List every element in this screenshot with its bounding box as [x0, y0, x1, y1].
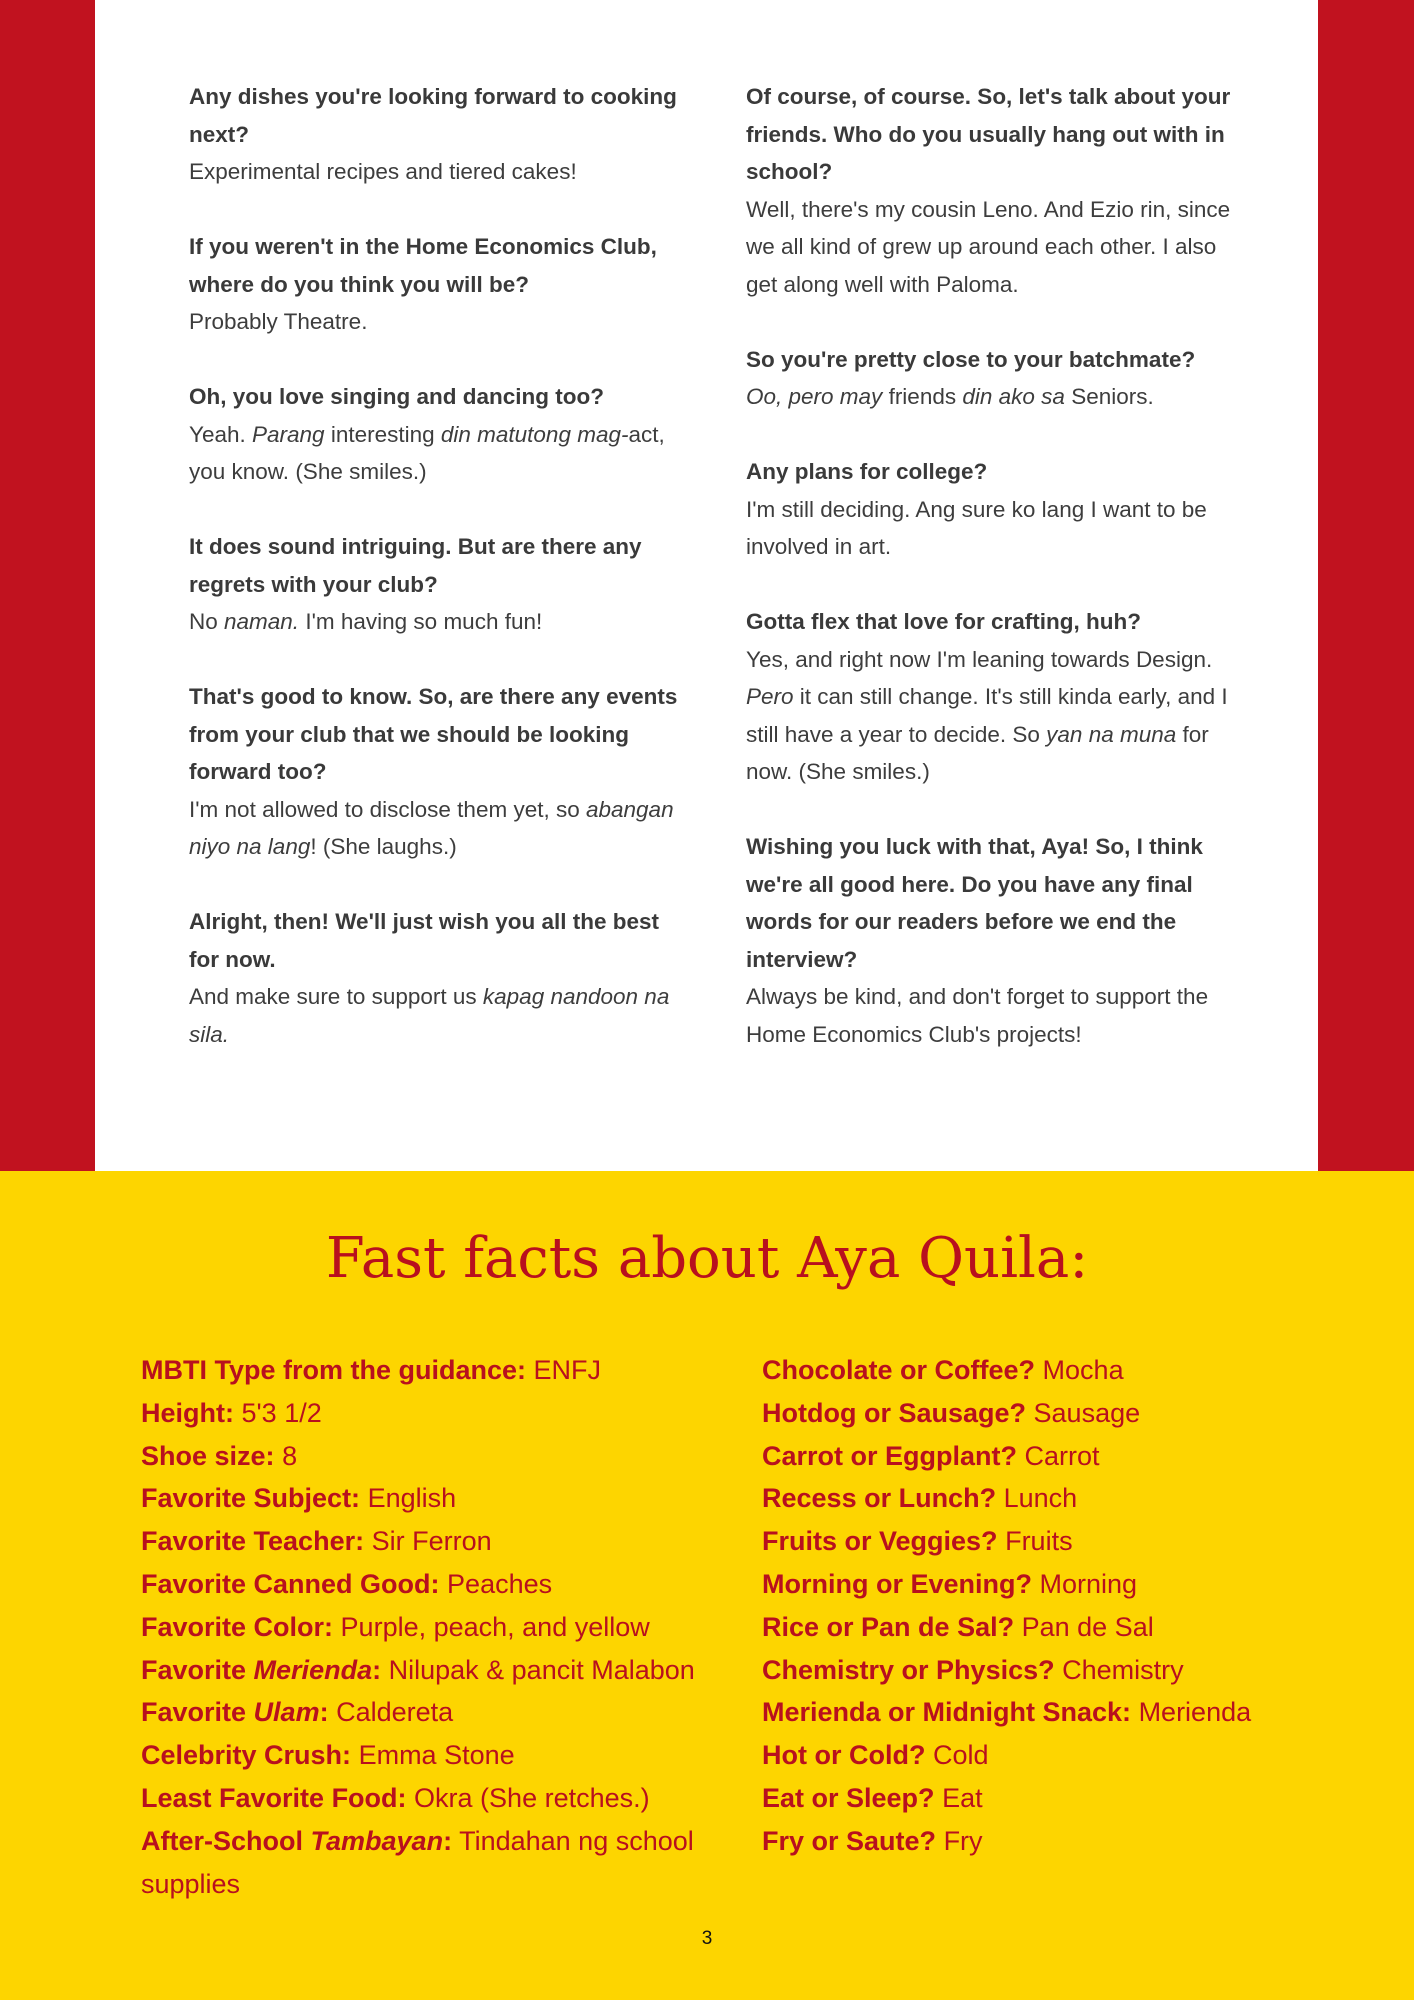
text-run: act, you know. (She smiles.) — [189, 421, 665, 484]
italic-text: abangan niyo na lang — [189, 796, 674, 859]
text-run: Least Favorite Food: — [141, 1782, 407, 1813]
fact-label — [141, 1655, 381, 1685]
fact-value: Fry — [943, 1825, 983, 1856]
fact-item — [762, 1820, 1362, 1863]
interview-qa-block — [746, 453, 1246, 566]
text-run: If you weren't in the Home Economics Club, where do you think you will be? — [189, 234, 657, 297]
interview-answer — [746, 978, 1246, 1053]
interview-question — [189, 678, 679, 791]
text-run: Chemistry or Physics? — [762, 1654, 1055, 1685]
interview-answer — [189, 416, 679, 491]
fact-label — [141, 1355, 526, 1385]
fact-value: Carrot — [1024, 1440, 1100, 1471]
italic-text: din matutong mag- — [440, 421, 629, 447]
text-run: interesting — [324, 421, 441, 447]
text-run: Gotta flex that love for crafting, huh? — [746, 609, 1142, 634]
interview-answer — [746, 641, 1246, 791]
interview-question — [189, 903, 679, 978]
interview-question — [189, 228, 679, 303]
fact-label — [762, 1783, 935, 1813]
fact-item — [141, 1777, 701, 1820]
fact-label — [141, 1569, 440, 1599]
text-run: ! (She laughs.) — [310, 834, 457, 859]
fact-value: Caldereta — [336, 1697, 454, 1728]
fact-item — [762, 1477, 1362, 1520]
fact-item — [762, 1435, 1362, 1478]
text-run: Shoe size: — [141, 1440, 275, 1471]
fact-label — [762, 1612, 1014, 1642]
text-run: Yeah. — [189, 421, 252, 447]
fact-value: Merienda — [1138, 1697, 1252, 1728]
text-run: Of course, of course. So, let's talk about your friends. Who do you usually hang out with in school? — [746, 84, 1231, 184]
fact-label — [141, 1826, 452, 1856]
fact-value: Emma Stone — [358, 1740, 515, 1771]
fast-facts-column-left — [141, 1349, 701, 1905]
fact-value: Eat — [942, 1782, 983, 1813]
interview-answer — [746, 191, 1246, 304]
interview-answer — [189, 303, 679, 341]
interview-question — [746, 453, 1246, 491]
italic-text: Parang — [252, 421, 325, 447]
fact-value: Peaches — [447, 1568, 553, 1599]
fact-value: Pan de Sal — [1021, 1611, 1154, 1642]
interview-panel — [95, 0, 1318, 1171]
fact-label — [141, 1612, 333, 1642]
text-run: MBTI Type from the guidance: — [141, 1355, 527, 1385]
fact-value: Mocha — [1042, 1355, 1124, 1385]
text-run: : — [443, 1825, 453, 1856]
fact-label — [141, 1697, 329, 1727]
text-run: Favorite Canned Good: — [141, 1568, 440, 1599]
text-run: : — [372, 1654, 382, 1685]
fact-item — [141, 1606, 701, 1649]
text-run: Favorite — [141, 1654, 254, 1685]
fact-value: Fruits — [1005, 1526, 1073, 1557]
text-run: Experimental recipes and tiered cakes! — [189, 159, 577, 184]
fact-item — [141, 1392, 701, 1435]
text-run: Favorite Subject: — [141, 1483, 361, 1514]
interview-qa-block — [746, 78, 1246, 303]
fact-item — [141, 1820, 701, 1906]
fast-facts-section — [0, 1171, 1414, 2000]
interview-answer — [189, 978, 679, 1053]
text-run: for now. (She smiles.) — [746, 721, 1209, 784]
fact-value: Morning — [1039, 1568, 1138, 1599]
fact-value: English — [367, 1483, 457, 1514]
fact-item — [141, 1734, 701, 1777]
text-run: Recess or Lunch? — [762, 1483, 997, 1514]
interview-question — [189, 528, 679, 603]
page-number: 3 — [701, 1928, 713, 1949]
italic-text: Pero — [746, 684, 794, 709]
fact-label — [141, 1783, 407, 1813]
fact-label — [762, 1826, 936, 1856]
text-run: Fry or Saute? — [762, 1825, 937, 1856]
text-run: No — [189, 609, 225, 634]
interview-qa-block — [746, 603, 1246, 791]
interview-column-right — [746, 78, 1246, 1091]
fast-facts-column-right — [762, 1349, 1362, 1863]
fact-item — [762, 1520, 1362, 1563]
text-run: Morning or Evening? — [762, 1568, 1032, 1599]
fact-label — [762, 1526, 998, 1556]
interview-qa-block — [189, 903, 679, 1053]
fact-item — [762, 1349, 1362, 1392]
interview-answer — [189, 791, 679, 866]
text-run: Hotdog or Sausage? — [762, 1397, 1027, 1428]
fact-item — [762, 1392, 1362, 1435]
text-run: I'm having so much fun! — [299, 609, 543, 634]
text-run: That's good to know. So, are there any events from your club that we should be looking forward too? — [189, 684, 678, 784]
text-run: I'm not allowed to disclose them yet, so — [189, 796, 586, 822]
fact-value: Tindahan ng school supplies — [141, 1825, 694, 1899]
interview-qa-block — [189, 228, 679, 341]
fact-label — [141, 1398, 234, 1428]
text-run: Any dishes you're looking forward to cooking next? — [189, 84, 677, 147]
text-run: : — [319, 1697, 329, 1728]
italic-text: Merienda — [253, 1654, 373, 1685]
fact-item — [762, 1734, 1362, 1777]
text-run: it can still change. It's still kinda early, and I still have a year to decide. So — [746, 684, 1228, 747]
interview-question — [746, 78, 1246, 191]
fact-label — [762, 1441, 1017, 1471]
text-run: Merienda or Midnight Snack: — [762, 1697, 1132, 1728]
fact-value: Okra (She retches.) — [414, 1782, 650, 1813]
text-run: Celebrity Crush: — [141, 1740, 352, 1771]
italic-text: yan na muna — [1046, 721, 1177, 747]
interview-answer — [746, 491, 1246, 566]
fact-item — [141, 1349, 701, 1392]
text-run: Oh, you love singing and dancing too? — [189, 384, 604, 409]
text-run: Seniors. — [1064, 384, 1154, 409]
interview-answer — [746, 378, 1246, 416]
interview-question — [746, 828, 1246, 978]
fact-label — [762, 1398, 1026, 1428]
text-run: Eat or Sleep? — [762, 1782, 935, 1813]
text-run: Hot or Cold? — [762, 1740, 926, 1771]
fact-value: Sir Ferron — [371, 1526, 492, 1557]
text-run: And make sure to support us — [189, 984, 483, 1009]
fact-item — [141, 1520, 701, 1563]
fact-value: Chemistry — [1062, 1654, 1184, 1685]
italic-text: Oo, pero may — [746, 384, 883, 409]
italic-text: Tambayan — [310, 1825, 444, 1856]
text-run: Favorite Teacher: — [141, 1526, 365, 1557]
text-run: It does sound intriguing. But are there any regrets with your club? — [189, 534, 642, 597]
text-run: Favorite — [141, 1697, 254, 1728]
fast-facts-title: Fast facts about Aya Quila: — [325, 1226, 1089, 1291]
interview-qa-block — [746, 341, 1246, 416]
italic-text: kapag nandoon na sila. — [189, 984, 670, 1047]
interview-qa-block — [189, 378, 679, 491]
text-run: Alright, then! We'll just wish you all the best for now. — [189, 909, 659, 972]
text-run: Always be kind, and don't forget to support the Home Economics Club's projects! — [746, 984, 1209, 1047]
fact-item — [141, 1435, 701, 1478]
fact-label — [762, 1483, 996, 1513]
interview-qa-block — [189, 528, 679, 641]
fact-label — [762, 1355, 1035, 1385]
fact-value: 5'3 1/2 — [241, 1397, 322, 1428]
italic-text: din ako sa — [962, 384, 1065, 409]
fact-value: Sausage — [1033, 1397, 1141, 1428]
fact-item — [762, 1691, 1362, 1734]
fact-value: Purple, peach, and yellow — [340, 1611, 650, 1642]
interview-question — [746, 341, 1246, 379]
text-run: Rice or Pan de Sal? — [762, 1611, 1015, 1642]
text-run: Carrot or Eggplant? — [762, 1440, 1017, 1471]
italic-text: naman. — [224, 609, 300, 634]
interview-question — [189, 378, 679, 416]
fact-value: 8 — [282, 1440, 298, 1471]
fact-item — [762, 1606, 1362, 1649]
fact-item — [762, 1563, 1362, 1606]
text-run: Fruits or Veggies? — [762, 1526, 998, 1557]
italic-text: Ulam — [253, 1697, 320, 1728]
fact-item — [141, 1691, 701, 1734]
text-run: Height: — [141, 1397, 234, 1428]
interview-qa-block — [189, 78, 679, 191]
fact-label — [141, 1483, 360, 1513]
fact-item — [141, 1563, 701, 1606]
interview-qa-block — [746, 828, 1246, 1053]
text-run: Yes, and right now I'm leaning towards Design. — [746, 646, 1213, 672]
fact-label — [762, 1740, 925, 1770]
fact-item — [141, 1649, 701, 1692]
text-run: Well, there's my cousin Leno. And Ezio rin, since we all kind of grew up around each other. I also get along well with Paloma. — [746, 196, 1231, 297]
fact-label — [762, 1697, 1131, 1727]
interview-answer — [189, 603, 679, 641]
interview-question — [189, 78, 679, 153]
fact-item — [762, 1777, 1362, 1820]
interview-answer — [189, 153, 679, 191]
fact-label — [762, 1569, 1032, 1599]
text-run: friends — [882, 384, 963, 409]
fact-label — [141, 1441, 275, 1471]
text-run: I'm still deciding. Ang sure ko lang I want to be involved in art. — [746, 496, 1207, 559]
text-run: After-School — [141, 1825, 311, 1856]
fact-label — [141, 1740, 351, 1770]
text-run: Any plans for college? — [746, 459, 988, 484]
fact-value: ENFJ — [533, 1355, 602, 1385]
fact-item — [141, 1477, 701, 1520]
text-run: So you're pretty close to your batchmate? — [746, 346, 1196, 372]
fact-item — [762, 1649, 1362, 1692]
interview-column-left — [189, 78, 679, 1091]
fact-value: Nilupak & pancit Malabon — [388, 1654, 695, 1685]
fact-label — [141, 1526, 364, 1556]
text-run: Probably Theatre. — [189, 309, 368, 334]
text-run: Wishing you luck with that, Aya! So, I think we're all good here. Do you have any final words for our readers before we end the interview? — [746, 834, 1203, 972]
text-run: Favorite Color: — [141, 1611, 334, 1642]
interview-qa-block — [189, 678, 679, 866]
fact-value: Cold — [932, 1740, 989, 1771]
interview-question — [746, 603, 1246, 641]
fact-label — [762, 1655, 1055, 1685]
text-run: Chocolate or Coffee? — [762, 1355, 1036, 1385]
fact-value: Lunch — [1003, 1483, 1078, 1514]
